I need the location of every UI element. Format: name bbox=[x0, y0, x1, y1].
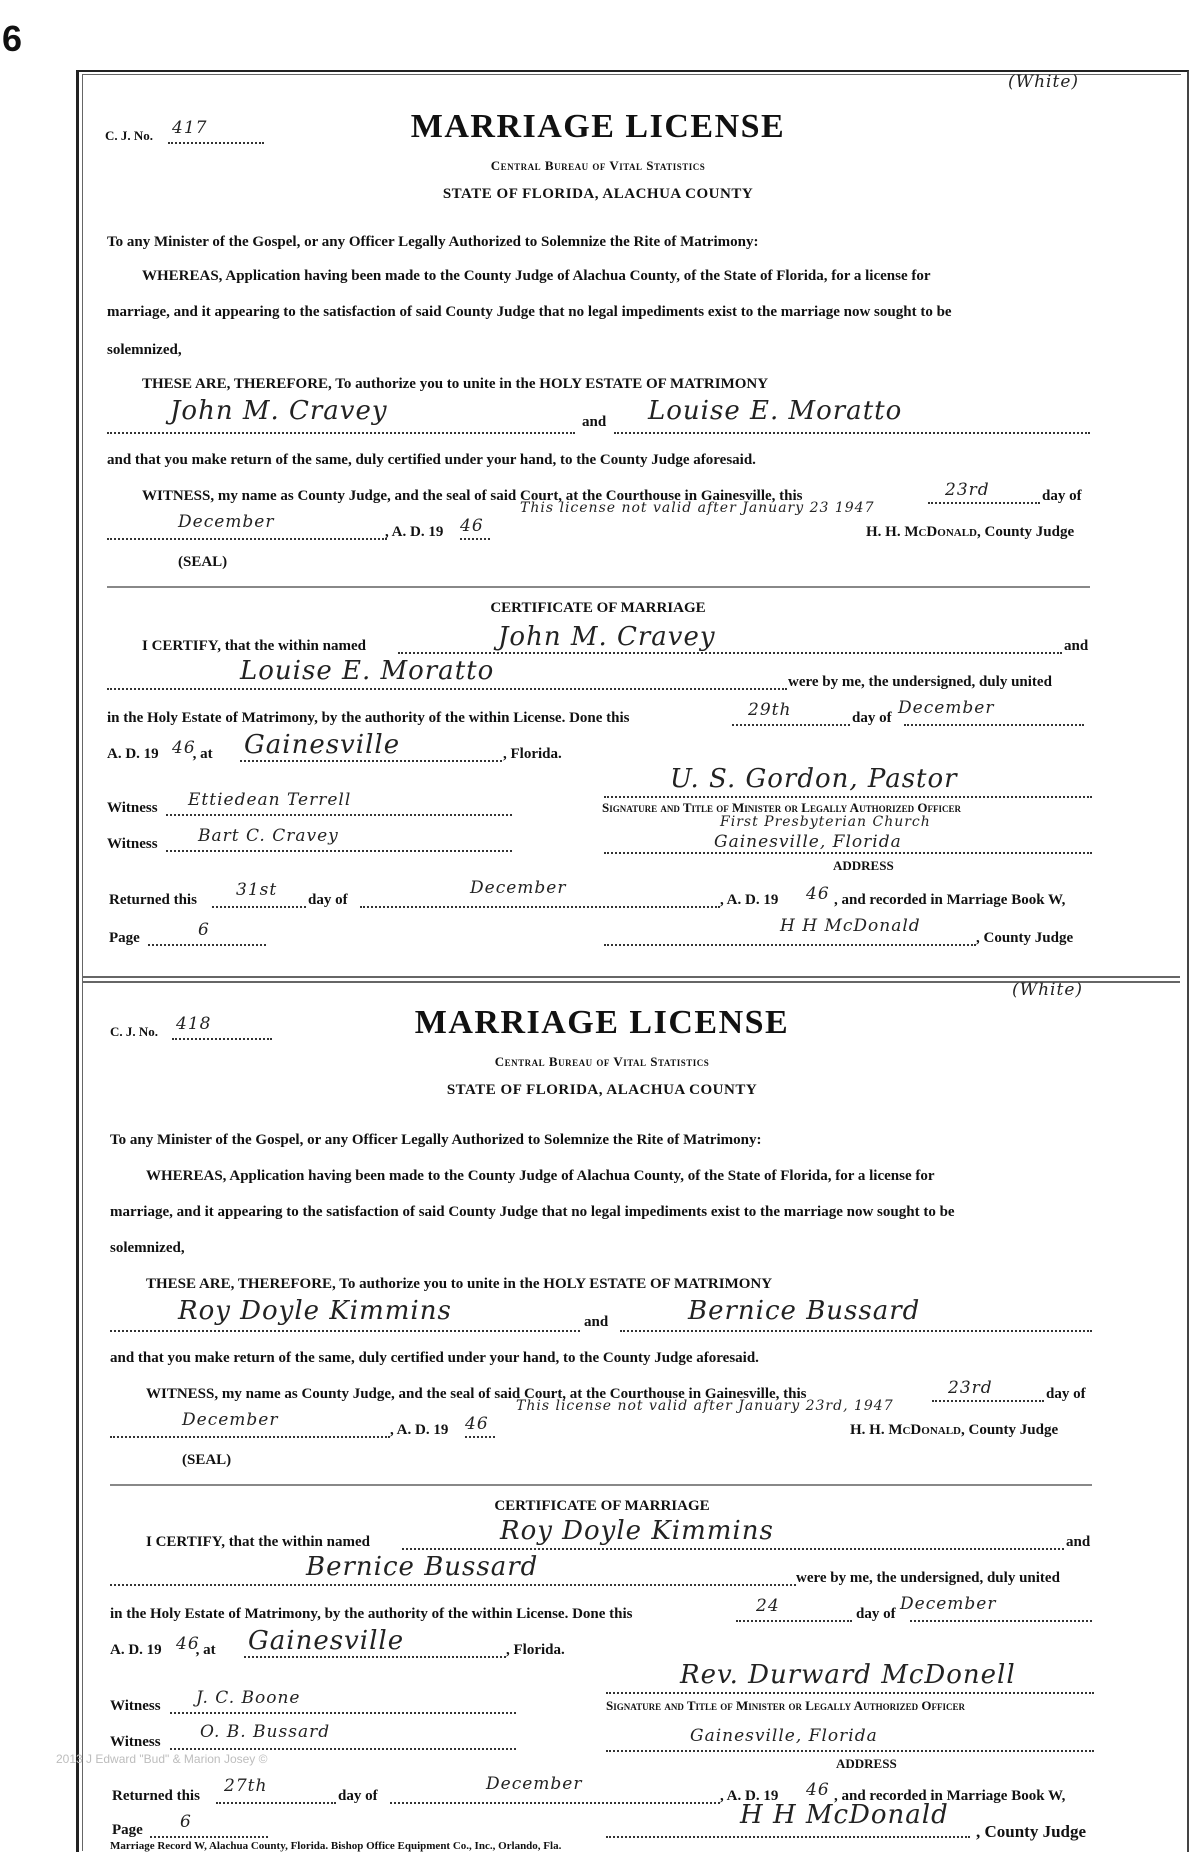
issue-year: 46 bbox=[460, 516, 484, 536]
witness-2-label: Witness bbox=[110, 1734, 161, 1750]
to-any-minister: To any Minister of the Gospel, or any Officer Legally Authorized to Solemnize the Rite of Matrimony: bbox=[107, 234, 759, 250]
returned-day-dots bbox=[212, 906, 306, 908]
issue-day-dots bbox=[932, 1400, 1044, 1402]
book-page-dots bbox=[148, 944, 266, 946]
whereas-line-2: marriage, and it appearing to the satisfaction of said County Judge that no legal impediments exist to the marriage now sought to be bbox=[107, 304, 952, 320]
and-label: and bbox=[584, 1314, 609, 1330]
cj-number: 418 bbox=[176, 1014, 212, 1034]
recorded-label: , and recorded in Marriage Book W, bbox=[834, 1788, 1066, 1804]
county-judge-label: , County Judge bbox=[961, 1422, 1059, 1438]
returned-year: 46 bbox=[806, 884, 830, 904]
groom-dots bbox=[107, 432, 575, 434]
bride-dots bbox=[614, 432, 1090, 434]
address-label: ADDRESS bbox=[836, 1756, 897, 1771]
groom-dots bbox=[110, 1330, 580, 1332]
witness-2-name: Bart C. Cravey bbox=[198, 826, 339, 846]
certify-text: I CERTIFY, that the within named bbox=[146, 1534, 370, 1550]
ad-at-pre: A. D. 19 bbox=[110, 1642, 162, 1658]
issue-day: 23rd bbox=[948, 1378, 993, 1398]
cert-bride-dots bbox=[107, 688, 787, 690]
race-note: (White) bbox=[1008, 72, 1080, 92]
certificate-title: CERTIFICATE OF MARRIAGE bbox=[490, 600, 706, 616]
done-day-of-label: day of bbox=[852, 710, 892, 726]
page-number: 6 bbox=[2, 18, 23, 59]
copyright-watermark: 2013 J Edward "Bud" & Marion Josey © bbox=[56, 1752, 268, 1766]
issue-year-dots bbox=[465, 1436, 495, 1438]
returned-month-dots bbox=[360, 906, 720, 908]
ad-at-post: , at bbox=[195, 1642, 216, 1658]
seal-label: (SEAL) bbox=[182, 1452, 232, 1468]
officiant-dots bbox=[604, 796, 1092, 798]
judge-name bbox=[866, 524, 1074, 541]
witness-1-label: Witness bbox=[107, 800, 158, 816]
witness-1-name: J. C. Boone bbox=[196, 1688, 301, 1708]
cert-groom-name: John M. Cravey bbox=[498, 622, 716, 652]
day-of-label: day of bbox=[1046, 1386, 1086, 1402]
florida-label: , Florida. bbox=[506, 1642, 565, 1658]
signature-title-label: Signature and Title of Minister or Legally Authorized Officer bbox=[606, 1698, 965, 1713]
returned-ad-label: , A. D. 19 bbox=[720, 892, 779, 908]
state-county: STATE OF FLORIDA, ALACHUA COUNTY bbox=[446, 1082, 758, 1098]
witness-text: WITNESS, my name as County Judge, and the seal of said Court, at the Courthouse in Gainesville, this bbox=[146, 1386, 807, 1402]
place-dots bbox=[244, 1656, 506, 1658]
groom-name: Roy Doyle Kimmins bbox=[178, 1296, 452, 1326]
bride-name: Louise E. Moratto bbox=[648, 396, 903, 426]
and-end-label: and bbox=[1066, 1534, 1091, 1550]
officiant-signature: U. S. Gordon, Pastor bbox=[670, 764, 958, 794]
section-divider bbox=[107, 586, 1090, 588]
cert-bride-dots bbox=[110, 1584, 796, 1586]
ad-label: , A. D. 19 bbox=[385, 524, 444, 540]
book-page-dots bbox=[150, 1836, 268, 1838]
returned-day-of-label: day of bbox=[308, 892, 348, 908]
county-judge-end-label: , County Judge bbox=[976, 930, 1074, 946]
recorded-label: , and recorded in Marriage Book W, bbox=[834, 892, 1066, 908]
judge-name-text: H. H. McDonald bbox=[850, 1422, 961, 1438]
validity-note: This license not valid after January 23 1947 bbox=[520, 500, 875, 516]
returned-day: 31st bbox=[236, 880, 278, 900]
returned-this-label: Returned this bbox=[112, 1788, 200, 1804]
returned-month-dots bbox=[390, 1802, 720, 1804]
holy-estate-text: in the Holy Estate of Matrimony, by the authority of the within License. Done this bbox=[110, 1606, 633, 1622]
book-page: 6 bbox=[198, 920, 210, 940]
bureau-title: Central Bureau of Vital Statistics bbox=[490, 158, 706, 173]
witness-1-name: Ettiedean Terrell bbox=[188, 790, 352, 810]
validity-note: This license not valid after January 23rd, 1947 bbox=[516, 1398, 894, 1414]
section-divider bbox=[110, 1484, 1092, 1486]
cj-number: 417 bbox=[172, 118, 208, 138]
cert-groom-name: Roy Doyle Kimmins bbox=[500, 1516, 774, 1546]
holy-estate-text: in the Holy Estate of Matrimony, by the authority of the within License. Done this bbox=[107, 710, 630, 726]
bureau-title: Central Bureau of Vital Statistics bbox=[494, 1054, 710, 1069]
groom-name: John M. Cravey bbox=[170, 396, 388, 426]
ad-at-post: , at bbox=[192, 746, 213, 762]
officiant-address: Gainesville, Florida bbox=[690, 1726, 878, 1746]
witness-2-name: O. B. Bussard bbox=[200, 1722, 331, 1742]
witness-2-label: Witness bbox=[107, 836, 158, 852]
return-text: and that you make return of the same, duly certified under your hand, to the County Judge aforesaid. bbox=[107, 452, 756, 468]
officiant-address-dots bbox=[606, 1750, 1094, 1752]
whereas-line-1: WHEREAS, Application having been made to the County Judge of Alachua County, of the State of Florida, for a license for bbox=[142, 268, 931, 284]
judge-signature: H H McDonald bbox=[740, 1800, 949, 1830]
and-label: and bbox=[582, 414, 607, 430]
whereas-line-3: solemnized, bbox=[107, 342, 182, 358]
these-are-therefore: THESE ARE, THEREFORE, To authorize you to unite in the HOLY ESTATE OF MATRIMONY bbox=[142, 376, 769, 392]
witness-2-dots bbox=[166, 850, 512, 852]
judge-name-text: H. H. McDonald bbox=[866, 524, 977, 540]
returned-year: 46 bbox=[806, 1780, 830, 1800]
witness-1-dots bbox=[170, 1712, 516, 1714]
judge-signature: H H McDonald bbox=[780, 916, 921, 936]
seal-label: (SEAL) bbox=[178, 554, 228, 570]
florida-label: , Florida. bbox=[503, 746, 562, 762]
were-by-me: were by me, the undersigned, duly united bbox=[788, 674, 1052, 690]
ad-at-pre: A. D. 19 bbox=[107, 746, 159, 762]
issue-year: 46 bbox=[465, 1414, 489, 1434]
judge-name bbox=[850, 1422, 1058, 1439]
done-day-of-label: day of bbox=[856, 1606, 896, 1622]
whereas-line-3: solemnized, bbox=[110, 1240, 185, 1256]
done-month: December bbox=[898, 698, 995, 718]
returned-day-of-label: day of bbox=[338, 1788, 378, 1804]
officiant-address-dots bbox=[604, 852, 1092, 854]
done-day-dots bbox=[736, 1620, 852, 1622]
issue-month: December bbox=[178, 512, 275, 532]
license-title: MARRIAGE LICENSE bbox=[410, 108, 786, 145]
certificate-title: CERTIFICATE OF MARRIAGE bbox=[494, 1498, 710, 1514]
cert-groom-dots bbox=[402, 1548, 1064, 1550]
wedding-place: Gainesville bbox=[248, 1626, 405, 1656]
issue-month-dots bbox=[107, 538, 387, 540]
wedding-place: Gainesville bbox=[244, 730, 401, 760]
race-note: (White) bbox=[1012, 980, 1084, 1000]
done-month-dots bbox=[904, 724, 1084, 726]
whereas-line-2: marriage, and it appearing to the satisfaction of said County Judge that no legal impediments exist to the marriage now sought to be bbox=[110, 1204, 955, 1220]
done-month: December bbox=[900, 1594, 997, 1614]
officiant-signature: Rev. Durward McDonell bbox=[680, 1660, 1016, 1690]
cert-bride-name: Louise E. Moratto bbox=[240, 656, 495, 686]
witness-1-dots bbox=[166, 814, 512, 816]
officiant-address: Gainesville, Florida bbox=[714, 832, 902, 852]
judge-signature-dots bbox=[604, 944, 976, 946]
cert-groom-dots bbox=[398, 652, 1062, 654]
issue-month: December bbox=[182, 1410, 279, 1430]
issue-day: 23rd bbox=[945, 480, 990, 500]
address-label: ADDRESS bbox=[833, 858, 894, 873]
cj-dots bbox=[172, 1038, 272, 1040]
license-title: MARRIAGE LICENSE bbox=[414, 1004, 790, 1041]
judge-signature-dots bbox=[606, 1836, 970, 1838]
day-of-label: day of bbox=[1042, 488, 1082, 504]
to-any-minister: To any Minister of the Gospel, or any Officer Legally Authorized to Solemnize the Rite of Matrimony: bbox=[110, 1132, 762, 1148]
footer-note: Marriage Record W, Alachua County, Florida. Bishop Office Equipment Co., Inc., Orlando, Fla. bbox=[110, 1840, 562, 1852]
whereas-line-1: WHEREAS, Application having been made to the County Judge of Alachua County, of the State of Florida, for a license for bbox=[146, 1168, 935, 1184]
cj-label: C. J. No. bbox=[105, 128, 154, 143]
page-label: Page bbox=[112, 1822, 143, 1838]
returned-this-label: Returned this bbox=[109, 892, 197, 908]
page-label: Page bbox=[109, 930, 140, 946]
cj-label: C. J. No. bbox=[110, 1024, 159, 1039]
state-county: STATE OF FLORIDA, ALACHUA COUNTY bbox=[442, 186, 754, 202]
witness-text: WITNESS, my name as County Judge, and the seal of said Court, at the Courthouse in Gainesville, this bbox=[142, 488, 803, 504]
done-year: 46 bbox=[172, 738, 196, 758]
returned-day: 27th bbox=[224, 1776, 268, 1796]
return-text: and that you make return of the same, duly certified under your hand, to the County Judge aforesaid. bbox=[110, 1350, 759, 1366]
done-day-dots bbox=[732, 724, 850, 726]
done-day: 29th bbox=[748, 700, 792, 720]
were-by-me: were by me, the undersigned, duly united bbox=[796, 1570, 1060, 1586]
returned-day-dots bbox=[216, 1802, 336, 1804]
and-end-label: and bbox=[1064, 638, 1089, 654]
officiant-title: First Presbyterian Church bbox=[720, 814, 931, 830]
officiant-dots bbox=[606, 1692, 1094, 1694]
done-year: 46 bbox=[176, 1634, 200, 1654]
county-judge-label: , County Judge bbox=[977, 524, 1075, 540]
returned-month: December bbox=[486, 1774, 583, 1794]
issue-month-dots bbox=[110, 1436, 390, 1438]
county-judge-end-label: , County Judge bbox=[976, 1822, 1087, 1841]
ad-at-label bbox=[107, 746, 213, 763]
cj-dots bbox=[168, 142, 264, 144]
certify-text: I CERTIFY, that the within named bbox=[142, 638, 366, 654]
bride-dots bbox=[620, 1330, 1092, 1332]
done-month-dots bbox=[910, 1620, 1092, 1622]
book-page: 6 bbox=[180, 1812, 192, 1832]
signature-title-label: Signature and Title of Minister or Legally Authorized Officer bbox=[602, 800, 961, 815]
these-are-therefore: THESE ARE, THEREFORE, To authorize you to unite in the HOLY ESTATE OF MATRIMONY bbox=[146, 1276, 773, 1292]
returned-ad-label: , A. D. 19 bbox=[720, 1788, 779, 1804]
ad-label: , A. D. 19 bbox=[390, 1422, 449, 1438]
issue-day-dots bbox=[928, 502, 1040, 504]
cert-bride-name: Bernice Bussard bbox=[306, 1552, 539, 1582]
returned-month: December bbox=[470, 878, 567, 898]
witness-2-dots bbox=[170, 1748, 516, 1750]
done-day: 24 bbox=[756, 1596, 780, 1616]
bride-name: Bernice Bussard bbox=[688, 1296, 921, 1326]
issue-year-dots bbox=[460, 538, 490, 540]
witness-1-label: Witness bbox=[110, 1698, 161, 1714]
place-dots bbox=[240, 760, 502, 762]
